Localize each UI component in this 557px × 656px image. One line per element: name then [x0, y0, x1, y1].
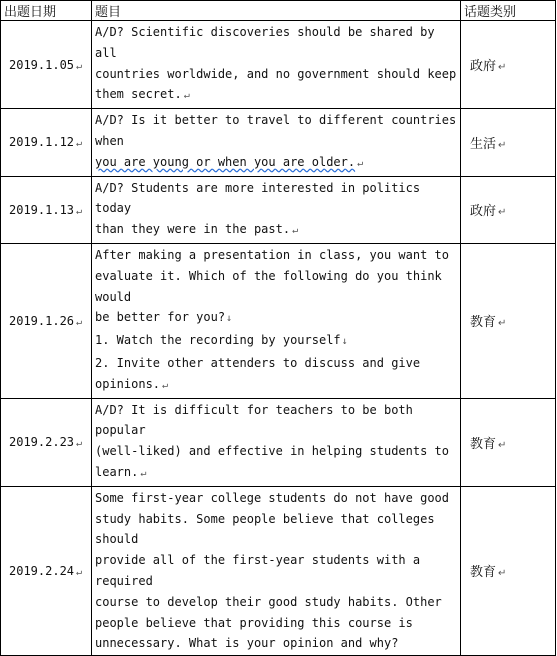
topic-line: opinions. — [95, 376, 161, 391]
topic-line: A/D? It is difficult for teachers to be both popular — [95, 402, 413, 438]
category-cell: 政府 ↵ — [461, 21, 556, 109]
category-cell: 教育 ↵ — [461, 486, 556, 655]
header-topic: 题目 — [92, 1, 461, 21]
paragraph-mark: ↵ — [498, 207, 507, 219]
table-row — [1, 109, 556, 176]
topic-line: course to develop their good study habits. Other — [95, 594, 442, 609]
category-cell: 教育 ↵ — [461, 243, 556, 398]
topic-line: than they were in the past. — [95, 222, 291, 237]
line-break-mark: ↓ — [341, 336, 348, 348]
paragraph-mark: ↵ — [357, 157, 364, 169]
paragraph-mark: ↵ — [498, 139, 507, 151]
paragraph-mark: ↵ — [76, 138, 83, 150]
topic-line: Some first-year college students do not have good — [95, 490, 450, 505]
line-break-mark: ↓ — [226, 313, 233, 325]
date-cell: 2019.1.12 ↵ — [1, 109, 92, 176]
table-row — [1, 21, 556, 109]
topic-line: 1. Watch the recording by yourself — [95, 333, 341, 348]
category-cell: 生活 ↵ — [461, 109, 556, 176]
topic-line: countries worldwide, and no government should keep — [95, 66, 457, 81]
topic-line: you are young or when you are older. — [95, 154, 356, 169]
paragraph-mark: ↵ — [76, 60, 83, 72]
category-cell: 教育 ↵ — [461, 398, 556, 486]
paragraph-mark: ↵ — [498, 318, 507, 330]
topic-line: A/D? Scientific discoveries should be shared by all — [95, 25, 435, 60]
paragraph-mark: ↵ — [76, 205, 83, 217]
table-row — [1, 486, 556, 655]
header-date: 出题日期 — [1, 1, 92, 21]
paragraph-mark: ↵ — [183, 90, 190, 102]
topic-line: people believe that providing this course is — [95, 615, 413, 630]
topic-line: be better for you? — [95, 310, 226, 325]
topic-line: evaluate it. Which of the following do you think would — [95, 268, 442, 304]
topic-cell — [92, 176, 461, 243]
topic-cell — [92, 398, 461, 486]
topic-line: provide all of the first-year students with a required — [95, 553, 421, 588]
topic-cell — [92, 21, 461, 109]
topic-line: unnecessary. What is your opinion and why? — [95, 636, 399, 651]
topic-line: A/D? Students are more interested in politics today — [95, 180, 421, 216]
topic-line: 2. Invite other attenders to discuss and give — [95, 355, 421, 370]
paragraph-mark: ↵ — [292, 225, 299, 237]
header-row — [1, 1, 556, 21]
date-cell: 2019.2.24 ↵ — [1, 486, 92, 655]
topic-line: After making a presentation in class, you want to — [95, 247, 450, 262]
date-cell: 2019.1.26 ↵ — [1, 243, 92, 398]
table-row — [1, 176, 556, 243]
date-cell: 2019.1.13 ↵ — [1, 176, 92, 243]
paragraph-mark: ↵ — [498, 439, 507, 451]
topic-line: (well-liked) and effective in helping students to — [95, 444, 450, 459]
topic-cell — [92, 243, 461, 398]
paragraph-mark: ↵ — [498, 62, 507, 74]
topic-line: study habits. Some people believe that colleges should — [95, 511, 435, 547]
table-row — [1, 398, 556, 486]
paragraph-mark: ↵ — [140, 467, 147, 479]
topic-line: them secret. — [95, 87, 182, 102]
paragraph-mark: ↵ — [76, 438, 83, 450]
topic-line: learn. — [95, 464, 139, 479]
topic-cell — [92, 109, 461, 176]
paragraph-mark: ↵ — [76, 566, 83, 578]
paragraph-mark: ↵ — [76, 316, 83, 328]
topic-cell — [92, 486, 461, 655]
header-category: 话题类别 — [461, 1, 556, 21]
table-row — [1, 243, 556, 398]
date-cell: 2019.1.05 ↵ — [1, 21, 92, 109]
topic-line: A/D? Is it better to travel to different countries when — [95, 113, 457, 148]
paragraph-mark: ↵ — [162, 379, 169, 391]
category-cell: 政府 ↵ — [461, 176, 556, 243]
paragraph-mark: ↵ — [498, 568, 507, 580]
date-cell: 2019.2.23 ↵ — [1, 398, 92, 486]
